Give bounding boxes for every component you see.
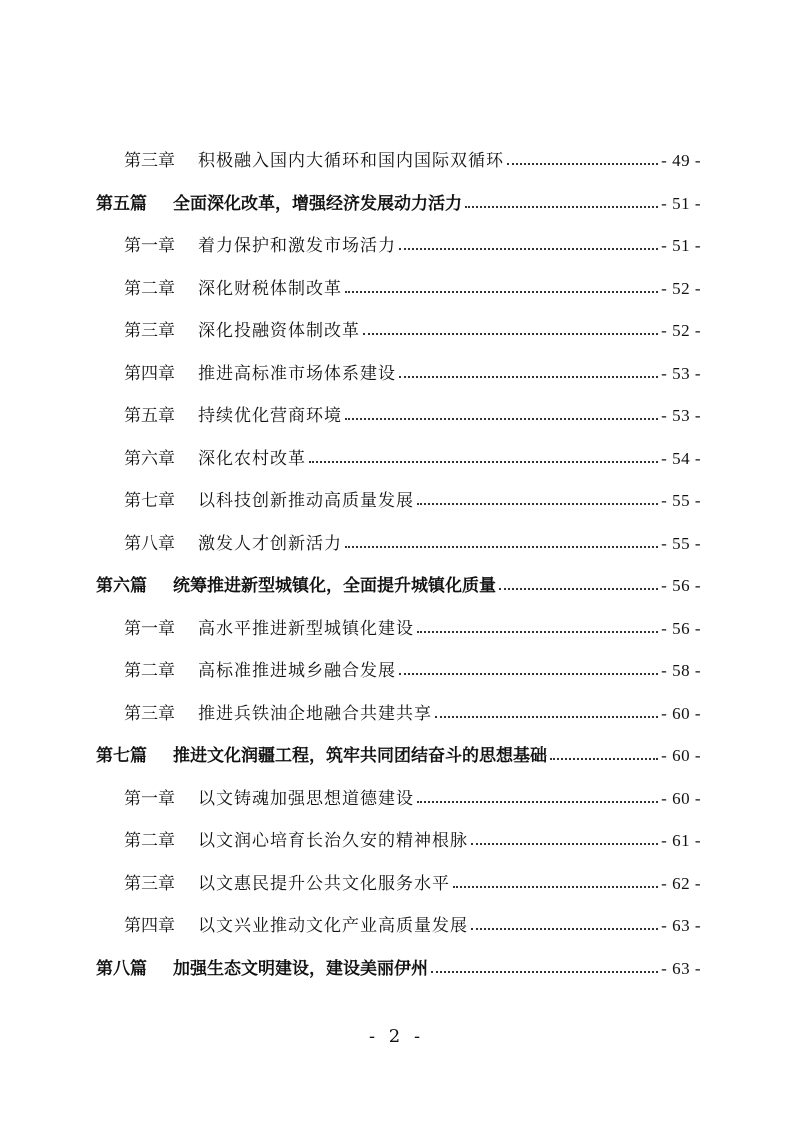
toc-title: 推进文化润疆工程，筑牢共同团结奋斗的思想基础 (173, 746, 547, 766)
toc-page: - 60 - (661, 704, 701, 723)
toc-page: - 55 - (661, 491, 701, 510)
toc-entry[interactable] (124, 481, 701, 511)
toc-number: 第四章 (124, 364, 175, 384)
toc-number: 第八章 (124, 534, 175, 554)
toc-title: 推进兵铁油企地融合共建共享 (198, 704, 432, 724)
toc-number: 第七篇 (96, 746, 147, 766)
toc-entry[interactable] (124, 141, 701, 171)
dot-leader (431, 971, 658, 973)
toc-entry[interactable] (124, 396, 701, 426)
toc-entry[interactable] (124, 864, 701, 894)
toc-entry[interactable] (124, 439, 701, 469)
dot-leader (399, 248, 658, 250)
toc-entry[interactable] (124, 821, 701, 851)
toc-title: 高标准推进城乡融合发展 (198, 661, 396, 681)
dot-leader (499, 588, 658, 590)
toc-entry[interactable] (124, 651, 701, 681)
toc-entry[interactable] (96, 736, 701, 766)
toc-title: 加强生态文明建设，建设美丽伊州 (173, 959, 428, 979)
toc-page: - 60 - (661, 789, 701, 808)
toc-number: 第六章 (124, 449, 175, 469)
dot-leader (435, 716, 658, 718)
toc-title: 激发人才创新活力 (198, 534, 342, 554)
toc-page: - 56 - (661, 619, 701, 638)
toc-number: 第三章 (124, 874, 175, 894)
page-number: - 2 - (368, 1026, 425, 1047)
toc-title: 深化财税体制改革 (198, 279, 342, 299)
toc-title: 持续优化营商环境 (198, 406, 342, 426)
dot-leader (507, 163, 658, 165)
toc-number: 第一章 (124, 236, 175, 256)
toc-entry[interactable] (96, 566, 701, 596)
toc-page: - 61 - (661, 831, 701, 850)
toc-page: - 62 - (661, 874, 701, 893)
dot-leader (465, 206, 658, 208)
toc-entry[interactable] (96, 184, 701, 214)
toc-title: 全面深化改革，增强经济发展动力活力 (173, 194, 462, 214)
dot-leader (417, 631, 658, 633)
toc-page: - 56 - (661, 576, 701, 595)
toc-page: - 53 - (661, 406, 701, 425)
dot-leader (363, 333, 658, 335)
dot-leader (453, 886, 658, 888)
toc-title: 以文惠民提升公共文化服务水平 (198, 874, 450, 894)
toc-number: 第三章 (124, 151, 175, 171)
dot-leader (471, 928, 658, 930)
toc-number: 第八篇 (96, 959, 147, 979)
dot-leader (345, 291, 658, 293)
toc-page: - 60 - (661, 746, 701, 765)
dot-leader (550, 758, 658, 760)
toc-title: 以科技创新推动高质量发展 (198, 491, 414, 511)
dot-leader (471, 843, 658, 845)
toc-entry[interactable] (124, 609, 701, 639)
dot-leader (345, 418, 658, 420)
toc-title: 深化农村改革 (198, 449, 306, 469)
toc-page: - 52 - (661, 279, 701, 298)
toc-entry[interactable] (124, 226, 701, 256)
toc-number: 第七章 (124, 491, 175, 511)
toc-title: 以文铸魂加强思想道德建设 (198, 789, 414, 809)
toc-number: 第二章 (124, 831, 175, 851)
toc-page: - 49 - (661, 151, 701, 170)
dot-leader (399, 376, 658, 378)
toc-page: - 51 - (661, 194, 701, 213)
toc-number: 第五章 (124, 406, 175, 426)
toc-number: 第三章 (124, 321, 175, 341)
toc-number: 第二章 (124, 279, 175, 299)
toc-title: 以文润心培育长治久安的精神根脉 (198, 831, 468, 851)
toc-page: - 58 - (661, 661, 701, 680)
toc-title: 统筹推进新型城镇化，全面提升城镇化质量 (173, 576, 496, 596)
dot-leader (309, 461, 658, 463)
toc-title: 推进高标准市场体系建设 (198, 364, 396, 384)
dot-leader (417, 801, 658, 803)
dot-leader (345, 546, 658, 548)
toc-entry[interactable] (96, 949, 701, 979)
toc-title: 以文兴业推动文化产业高质量发展 (198, 916, 468, 936)
toc-number: 第一章 (124, 619, 175, 639)
toc-title: 着力保护和激发市场活力 (198, 236, 396, 256)
toc-number: 第六篇 (96, 576, 147, 596)
dot-leader (417, 503, 658, 505)
toc-page: - 51 - (661, 236, 701, 255)
toc-entry[interactable] (124, 779, 701, 809)
toc-entry[interactable] (124, 906, 701, 936)
toc-entry[interactable] (124, 354, 701, 384)
toc-page: - 63 - (661, 916, 701, 935)
toc-number: 第一章 (124, 789, 175, 809)
toc-title: 高水平推进新型城镇化建设 (198, 619, 414, 639)
toc-entry[interactable] (124, 524, 701, 554)
dot-leader (399, 673, 658, 675)
toc-page: - 52 - (661, 321, 701, 340)
toc-entry[interactable] (124, 311, 701, 341)
toc-title: 积极融入国内大循环和国内国际双循环 (198, 151, 504, 171)
toc-number: 第五篇 (96, 194, 147, 214)
toc-number: 第三章 (124, 704, 175, 724)
toc-page: - 55 - (661, 534, 701, 553)
toc-page: - 53 - (661, 364, 701, 383)
toc-number: 第四章 (124, 916, 175, 936)
toc-entry[interactable] (124, 269, 701, 299)
toc-page: - 54 - (661, 449, 701, 468)
toc-page: - 63 - (661, 959, 701, 978)
toc-title: 深化投融资体制改革 (198, 321, 360, 341)
toc-number: 第二章 (124, 661, 175, 681)
toc-entry[interactable] (124, 694, 701, 724)
